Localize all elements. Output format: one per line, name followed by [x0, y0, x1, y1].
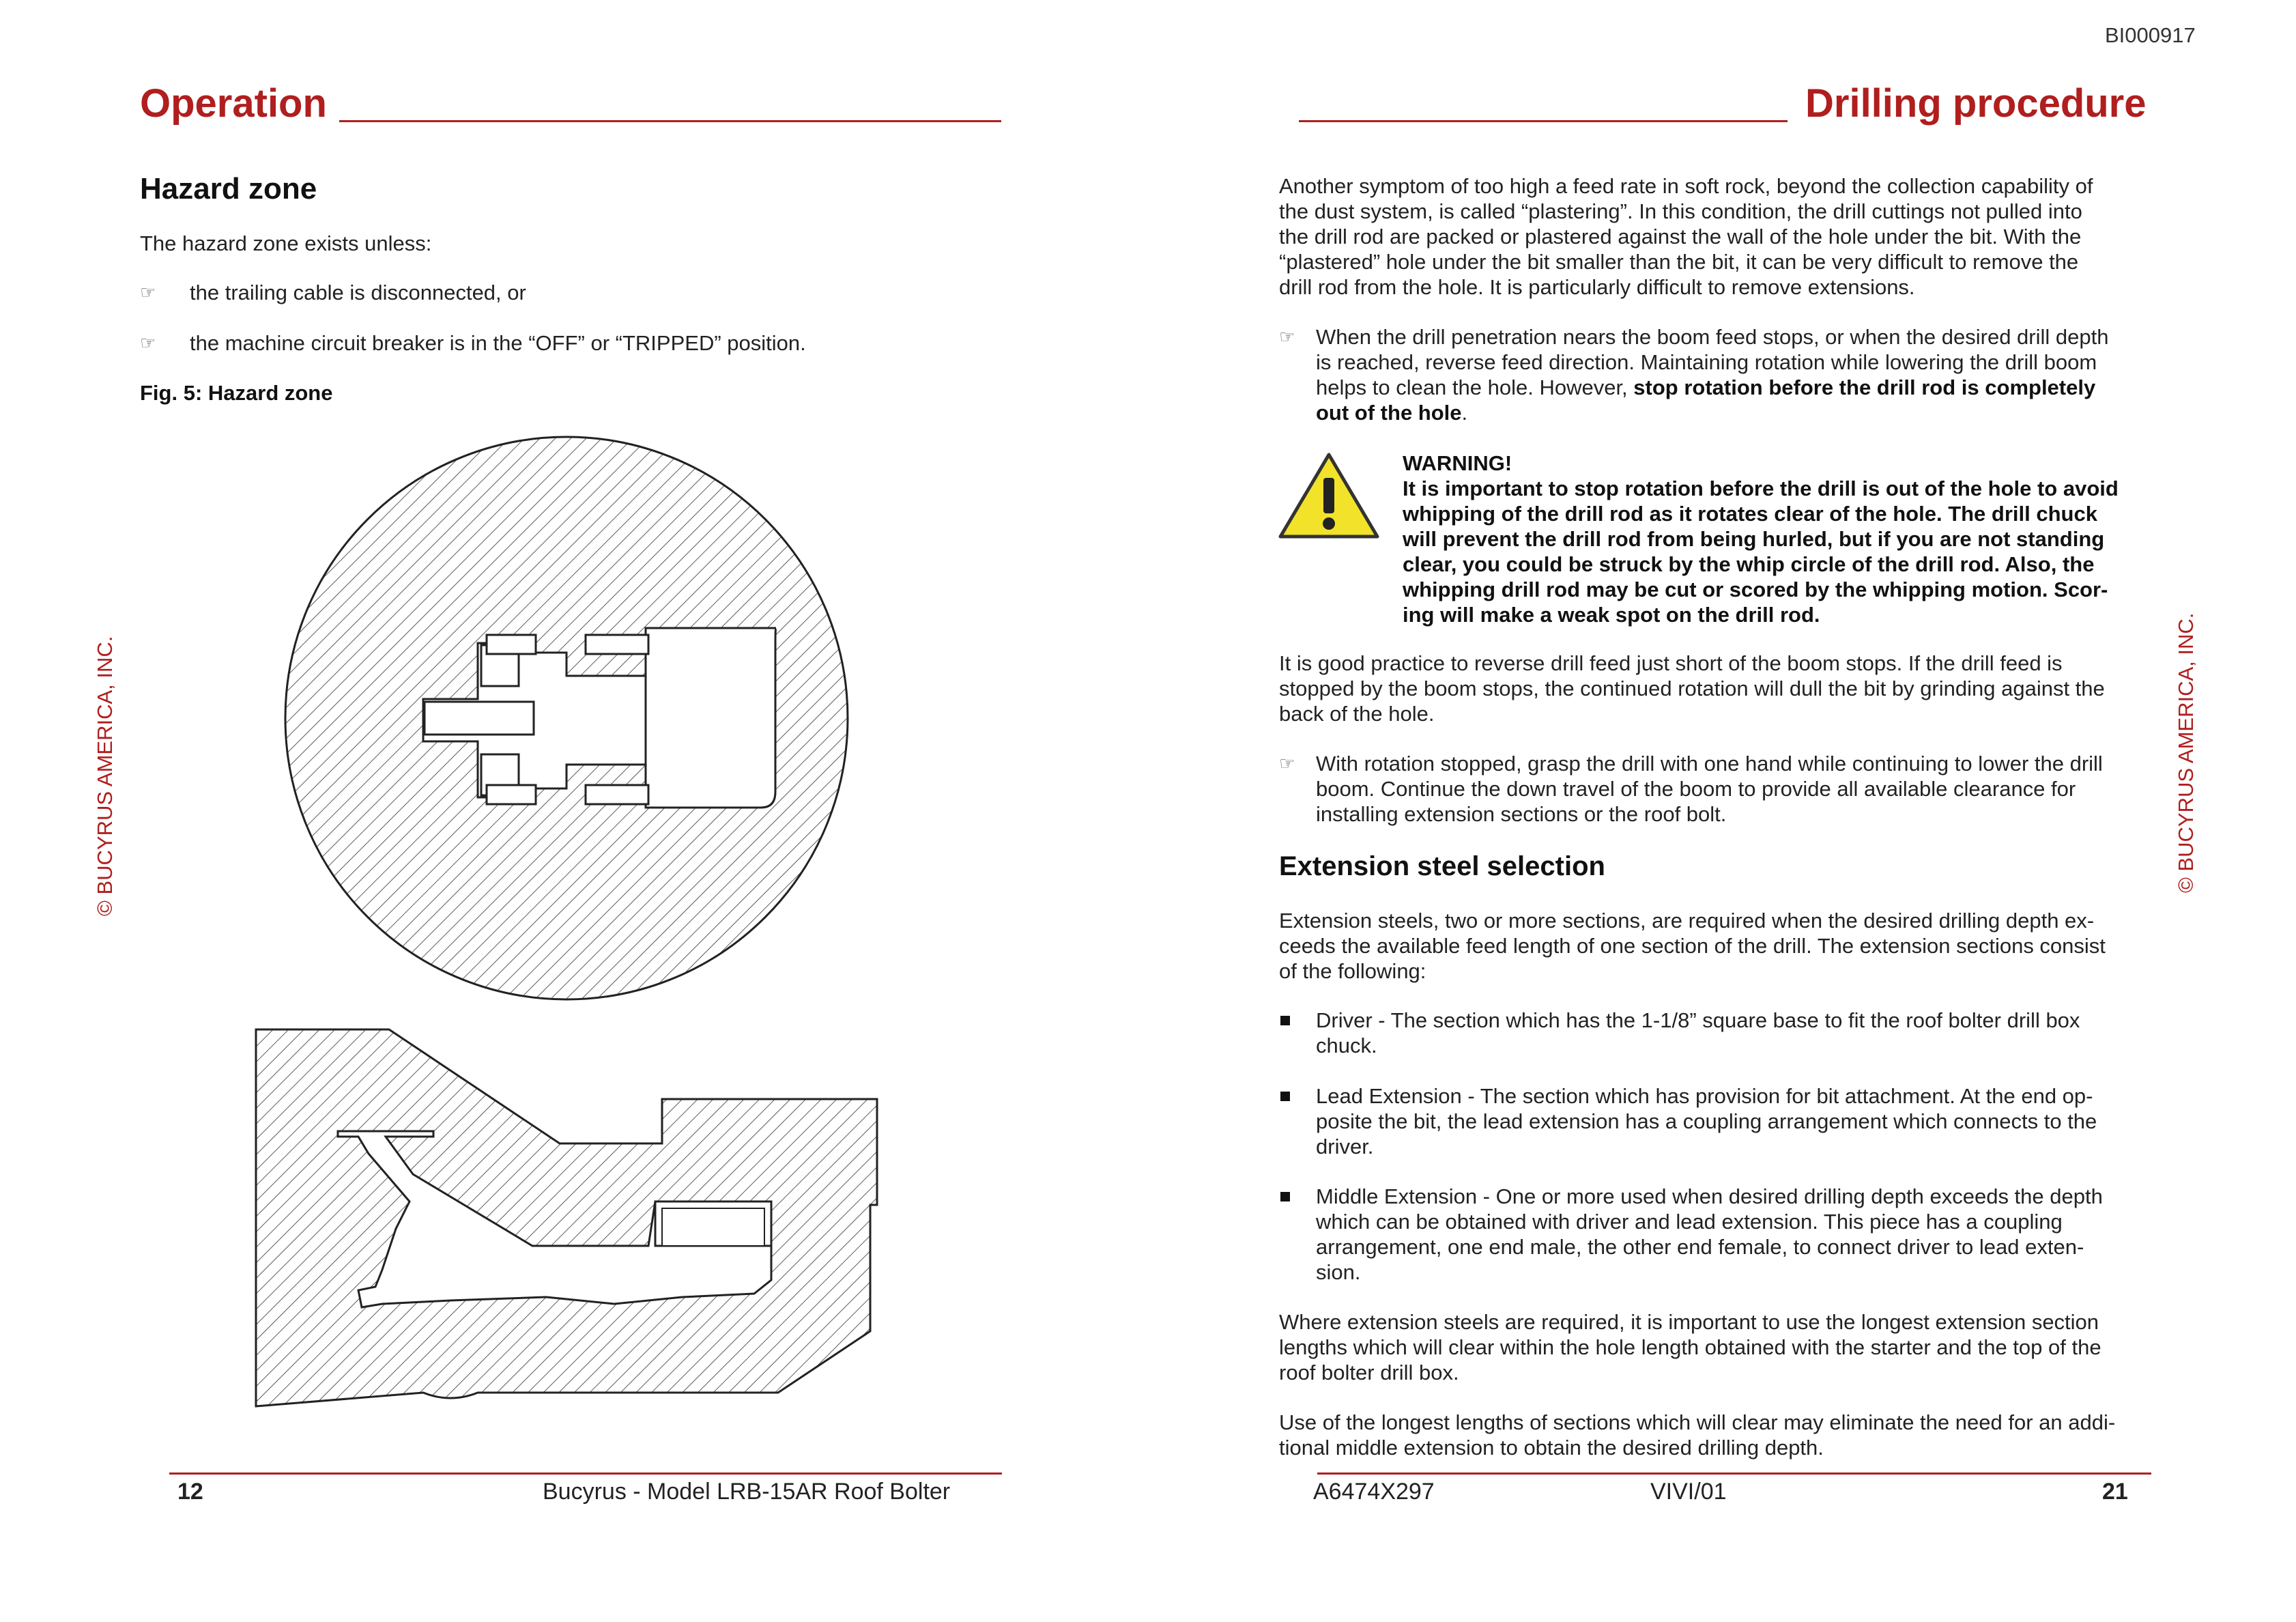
warning-title: WARNING! — [1403, 451, 1512, 475]
text-line: boom. Continue the down travel of the boom to provide all available clearance for — [1316, 777, 2076, 801]
square-bullet-icon — [1280, 1192, 1290, 1201]
text-line: “plastered” hole under the bit smaller than the bit, it can be very difficult to remove the — [1279, 250, 2079, 274]
text-line: lengths which will clear within the hole length obtained with the starter and the top of the — [1279, 1335, 2101, 1359]
right-section-title: Drilling procedure — [1805, 81, 2147, 126]
eliminate-extension-paragraph — [1279, 1410, 2115, 1460]
text-line: of the following: — [1279, 959, 1426, 983]
text-line: Use of the longest lengths of sections which will clear may eliminate the need for an addi- — [1279, 1410, 2116, 1434]
warning-line: whipping drill rod may be cut or scored by the whipping motion. Scor- — [1403, 578, 2108, 601]
text-line: Extension steels, two or more sections, are required when the desired drilling depth ex- — [1279, 909, 2095, 933]
text-line: the drill rod are packed or plastered against the wall of the hole under the bit. With the — [1279, 225, 2082, 248]
text-line: arrangement, one end male, the other end female, to connect driver to lead exten- — [1316, 1235, 2084, 1259]
hazard-zone-figure — [246, 423, 901, 1420]
left-title-rule — [339, 120, 1001, 122]
text-line: installing extension sections or the roof bolt. — [1316, 802, 1727, 826]
right-footer-rule — [1317, 1472, 2151, 1475]
hand-pointer-icon: ☞ — [140, 332, 156, 353]
warning-line: It is important to stop rotation before the drill is out of the hole to avoid — [1403, 476, 2119, 500]
text-line: drill rod from the hole. It is particularly difficult to remove extensions. — [1279, 275, 1915, 299]
right-footer-doc-code: A6474X297 — [1313, 1479, 1435, 1505]
text-line: Where extension steels are required, it is important to use the longest extension section — [1279, 1310, 2099, 1334]
right-title-rule — [1299, 120, 1788, 122]
text-line: It is good practice to reverse drill feed just short of the boom stops. If the drill feed is — [1279, 651, 2063, 675]
text-line: which can be obtained with driver and lead extension. This piece has a coupling — [1316, 1210, 2063, 1234]
text-line: sion. — [1316, 1260, 1361, 1284]
text-line: With rotation stopped, grasp the drill with one hand while continuing to lower the drill — [1316, 752, 2103, 776]
text-line: Lead Extension - The section which has provision for bit attachment. At the end op- — [1316, 1084, 2093, 1108]
figure-caption: Fig. 5: Hazard zone — [140, 381, 333, 405]
text-line: is reached, reverse feed direction. Maintaining rotation while lowering the drill boom — [1316, 350, 2097, 374]
longest-section-paragraph — [1279, 1309, 2101, 1385]
square-bullet-icon — [1280, 1016, 1290, 1025]
warning-triangle-icon — [1278, 451, 1380, 541]
reverse-feed-paragraph — [1279, 651, 2105, 726]
hazard-bullet-2: the machine circuit breaker is in the “OFF” or “TRIPPED” position. — [190, 331, 806, 355]
text-line: posite the bit, the lead extension has a coupling arrangement which connects to the — [1316, 1109, 2097, 1133]
text-line: When the drill penetration nears the boom feed stops, or when the desired drill depth — [1316, 325, 2109, 349]
extension-intro-paragraph — [1279, 908, 2106, 984]
right-page-number: 21 — [2102, 1479, 2128, 1505]
text-line: tional middle extension to obtain the desired drilling depth. — [1279, 1436, 1824, 1460]
hazard-bullet-1: the trailing cable is disconnected, or — [190, 281, 526, 304]
text-line: the dust system, is called “plastering”. In this condition, the drill cuttings not pulled into — [1279, 199, 2082, 223]
bold-text: out of the hole — [1316, 401, 1462, 425]
warning-line: will prevent the drill rod from being hurled, but if you are not standing — [1403, 527, 2105, 551]
left-page-number: 12 — [177, 1479, 203, 1505]
left-footer-rule — [169, 1472, 1002, 1475]
hand-pointer-icon: ☞ — [1279, 326, 1295, 347]
text-line: chuck. — [1316, 1034, 1377, 1057]
rotation-stopped-bullet — [1316, 751, 2103, 827]
text-line: stopped by the boom stops, the continued rotation will dull the bit by grinding against the — [1279, 677, 2105, 700]
document-id: BI000917 — [2105, 23, 2196, 47]
text-line: roof bolter drill box. — [1279, 1361, 1459, 1384]
text-line: Middle Extension - One or more used when desired drilling depth exceeds the depth — [1316, 1184, 2103, 1208]
left-side-copyright: © BUCYRUS AMERICA, INC. — [93, 636, 117, 916]
list-item-middle-extension — [1316, 1184, 2103, 1285]
warning-line: clear, you could be struck by the whip circle of the drill rod. Also, the — [1403, 552, 2095, 576]
left-footer-title: Bucyrus - Model LRB-15AR Roof Bolter — [543, 1479, 951, 1505]
warning-line: whipping of the drill rod as it rotates clear of the hole. The drill chuck — [1403, 502, 2097, 526]
square-bullet-icon — [1280, 1092, 1290, 1101]
right-side-copyright: © BUCYRUS AMERICA, INC. — [2174, 612, 2198, 893]
reverse-feed-bullet — [1316, 324, 2108, 425]
hand-pointer-icon: ☞ — [1279, 753, 1295, 773]
list-item-driver — [1316, 1008, 2080, 1058]
right-footer-date: VIVI/01 — [1650, 1479, 1727, 1505]
plastering-paragraph — [1279, 173, 2093, 300]
hazard-intro: The hazard zone exists unless: — [140, 231, 432, 255]
text-line: Another symptom of too high a feed rate in soft rock, beyond the collection capability of — [1279, 174, 2093, 198]
hazard-zone-top-view — [285, 437, 848, 999]
extension-steel-heading: Extension steel selection — [1279, 851, 1605, 881]
text-line: ceeds the available feed length of one section of the drill. The extension sections consist — [1279, 934, 2106, 958]
text-line: driver. — [1316, 1135, 1374, 1158]
bold-text: stop rotation before the drill rod is completely — [1633, 375, 2096, 399]
list-item-lead-extension — [1316, 1083, 2097, 1159]
text-line: back of the hole. — [1279, 702, 1435, 726]
text-end: . — [1461, 401, 1468, 425]
warning-line: ing will make a weak spot on the drill rod. — [1403, 603, 1820, 627]
left-section-title: Operation — [140, 81, 327, 126]
hazard-zone-heading: Hazard zone — [140, 172, 317, 205]
hand-pointer-icon: ☞ — [140, 282, 156, 302]
text-line: Driver - The section which has the 1-1/8” square base to fit the roof bolter drill box — [1316, 1008, 2080, 1032]
text-line: helps to clean the hole. However, — [1316, 375, 1634, 399]
hazard-zone-side-view — [256, 1029, 877, 1406]
warning-block — [1403, 451, 2119, 627]
